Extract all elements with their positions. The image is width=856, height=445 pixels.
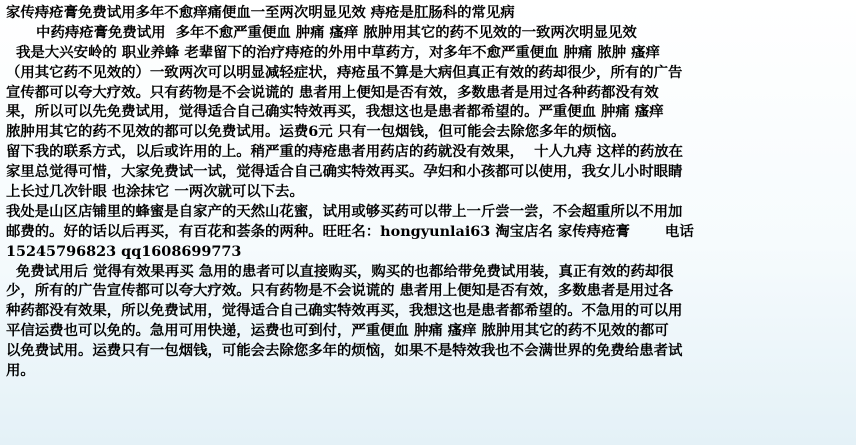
text-line: 家里总觉得可惜，大家免费试一试，觉得适合自己确实特效再买。孕妇和小孩都可以使用，我女儿小时眼睛 — [6, 163, 683, 181]
text-line: 免费试用后 觉得有效果再买 急用的患者可以直接购买，购买的也都给带免费试用装，真正有效的药却很 — [6, 262, 674, 280]
text-line: 以免费试用。运费只有一包烟钱，可能会去除您多年的烦恼，如果不是特效我也不会满世界的免费给患者试 — [6, 342, 683, 360]
text-line: 上长过几次针眼 也涂抹它 一两次就可以下去。 — [6, 183, 304, 201]
text-line: 脓肿用其它的药不见效的都可以免费试用。运费6元 只有一包烟钱，但可能会去除您多年的烦恼。 — [6, 123, 626, 141]
text-line-title: 家传痔疮膏免费试用多年不愈痒痛便血一至两次明显见效 痔疮是肛肠科的常见病 — [6, 4, 515, 21]
text-line: 留下我的联系方式，以后或许用的上。稍严重的痔疮患者用药店的药就没有效果， 十人九痔 这样的药放在 — [6, 143, 684, 161]
text-line: 我处是山区店铺里的蜂蜜是自家产的天然山花蜜，试用或够买药可以带上一斤尝一尝，不会超重所以不用加 — [6, 202, 683, 220]
text-line: 我是大兴安岭的 职业养蜂 老辈留下的治疗痔疮的外用中草药方，对多年不愈严重便血 肿痛 脓肿 瘙痒 — [6, 43, 660, 61]
text-line-subtitle: 中药痔疮膏免费试用 多年不愈严重便血 肿痛 瘙痒 脓肿用其它的药不见效的一致两次明显见效 — [6, 23, 637, 41]
text-line: 用。 — [6, 362, 35, 380]
text-line-phone: 15245796823 qq1608699773 — [6, 242, 242, 260]
text-line: 种药都没有效果，所以免费试用，觉得适合自己确实特效再买，我想这也是患者都希望的。不急用的可以用 — [6, 302, 683, 320]
text-line: （用其它药不见效的）一致两次可以明显减轻症状，痔疮虽不算是大病但真正有效的药却很少，所有的广告 — [6, 63, 683, 81]
text-line: 少，所有的广告宣传都可以夸大疗效。只有药物是不会说谎的 患者用上便知是否有效，多数患者是用过各 — [6, 282, 673, 300]
text-line: 宣传都可以夸大疗效。只有药物是不会说谎的 患者用上便知是否有效，多数患者是用过各种药都没有效 — [6, 83, 659, 101]
text-line: 平信运费也可以免的。急用可用快递，运费也可到付，严重便血 肿痛 瘙痒 脓肿用其它的药不见效的都可 — [6, 322, 669, 340]
document-body — [6, 3, 854, 381]
text-line-contact: 邮费的。好的话以后再买，有百花和荟条的两种。旺旺名：hongyunlai63 淘宝店名 家传痔疮膏 电话 — [6, 222, 694, 240]
text-line: 果，所以可以先免费试用，觉得适合自己确实特效再买，我想这也是患者都希望的。严重便血 肿痛 瘙痒 — [6, 103, 664, 121]
